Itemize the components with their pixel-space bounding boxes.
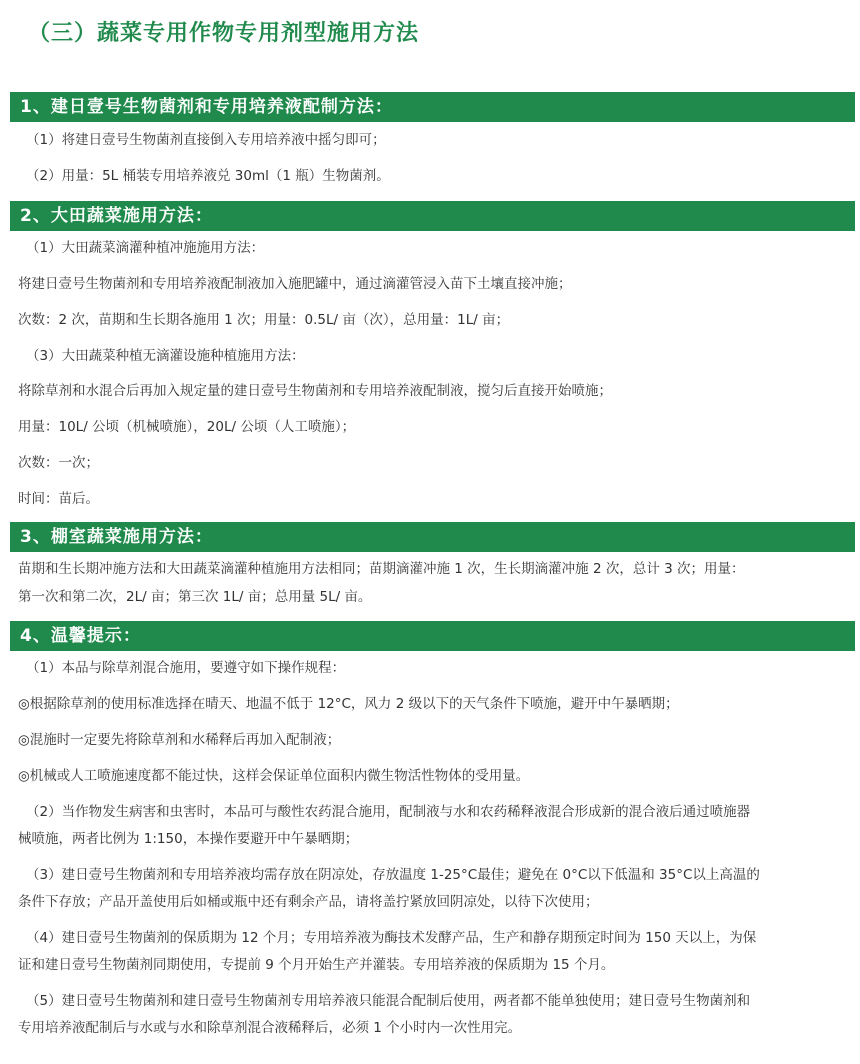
text-line: 将建日壹号生物菌剂和专用培养液配制液加入施肥罐中，通过滴灌管浸入苗下土壤直接冲施； (18, 276, 572, 292)
text-line: （3）大田蔬菜种植无滴灌设施种植施用方法： (26, 348, 305, 364)
section-heading-1: 1、建日壹号生物菌剂和专用培养液配制方法： (10, 92, 855, 122)
text-line: 时间：苗后。 (18, 491, 99, 507)
text-line: 证和建日壹号生物菌剂同期使用，专提前 9 个月开始生产并灌装。专用培养液的保质期为 15 个月。 (18, 957, 615, 973)
text-line: 次数：2 次，苗期和生长期各施用 1 次；用量：0.5L/ 亩（次），总用量：1L/ 亩； (18, 312, 510, 328)
section-heading-3: 3、棚室蔬菜施用方法： (10, 522, 855, 552)
text-line: 用量：10L/ 公顷（机械喷施），20L/ 公顷（人工喷施）； (18, 419, 356, 435)
text-line: （2）用量：5L 桶装专用培养液兑 30ml（1 瓶）生物菌剂。 (26, 168, 390, 184)
text-line: 第一次和第二次，2L/ 亩；第三次 1L/ 亩；总用量 5L/ 亩。 (18, 589, 372, 605)
text-line: 次数：一次； (18, 455, 99, 471)
text-line: 专用培养液配制后与水或与水和除草剂混合液稀释后，必须 1 个小时内一次性用完。 (18, 1020, 522, 1036)
text-line: （1）大田蔬菜滴灌种植冲施施用方法： (26, 240, 265, 256)
text-line: （1）本品与除草剂混合施用，要遵守如下操作规程： (26, 660, 346, 676)
text-line: （3）建日壹号生物菌剂和专用培养液均需存放在阴凉处，存放温度 1-25°C最佳；避免在 0°C以下低温和 35°C以上高温的 (26, 867, 760, 883)
text-line: ◎根据除草剂的使用标准选择在晴天、地温不低于 12°C，风力 2 级以下的天气条件下喷施，避开中午暴晒期； (18, 696, 679, 712)
text-line: 苗期和生长期冲施方法和大田蔬菜滴灌种植施用方法相同；苗期滴灌冲施 1 次，生长期滴灌冲施 2 次，总计 3 次；用量： (18, 561, 745, 577)
section-heading-2: 2、大田蔬菜施用方法： (10, 201, 855, 231)
text-line: （2）当作物发生病害和虫害时，本品可与酸性农药混合施用，配制液与水和农药稀释液混合形成新的混合液后通过喷施器 (26, 804, 751, 820)
text-line: （4）建日壹号生物菌剂的保质期为 12 个月；专用培养液为酶技术发酵产品，生产和静存期预定时间为 150 天以上，为保 (26, 930, 757, 946)
text-line: （5）建日壹号生物菌剂和建日壹号生物菌剂专用培养液只能混合配制后使用，两者都不能单独使用；建日壹号生物菌剂和 (26, 993, 751, 1009)
text-line: 将除草剂和水混合后再加入规定量的建日壹号生物菌剂和专用培养液配制液，搅匀后直接开始喷施； (18, 383, 612, 399)
section-heading-4: 4、温馨提示： (10, 621, 855, 651)
text-line: ◎混施时一定要先将除草剂和水稀释后再加入配制液； (18, 732, 341, 748)
text-line: （1）将建日壹号生物菌剂直接倒入专用培养液中摇匀即可； (26, 132, 386, 148)
page-title: （三）蔬菜专用作物专用剂型施用方法 (28, 21, 420, 46)
text-line: 条件下存放；产品开盖使用后如桶或瓶中还有剩余产品，请将盖拧紧放回阴凉处，以待下次使用； (18, 894, 599, 910)
text-line: ◎机械或人工喷施速度都不能过快，这样会保证单位面积内微生物活性物体的受用量。 (18, 768, 530, 784)
text-line: 械喷施，两者比例为 1:150，本操作要避开中午暴晒期； (18, 831, 359, 847)
